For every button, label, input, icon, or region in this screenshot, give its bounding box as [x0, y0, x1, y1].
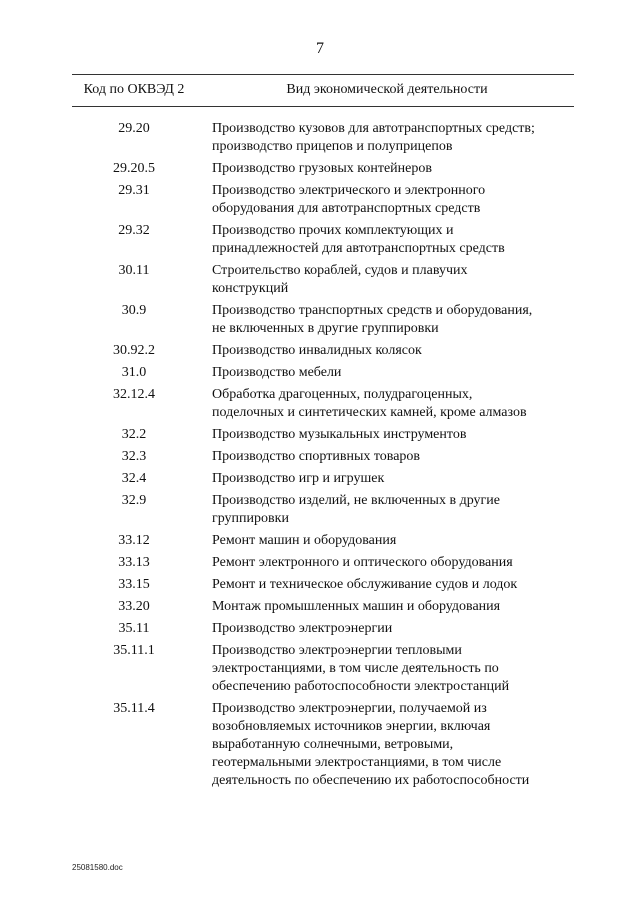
table-row [72, 594, 562, 616]
description-line: Ремонт машин и оборудования [212, 533, 397, 548]
description-line: Ремонт электронного и оптического оборудования [212, 555, 513, 570]
table-row [72, 338, 562, 360]
activity-description [196, 178, 562, 218]
activity-description [196, 360, 562, 382]
table-top-rule [72, 74, 574, 75]
activity-description [196, 382, 562, 422]
activity-description [196, 528, 562, 550]
description-line: Производство кузовов для автотранспортных средств; [212, 121, 535, 136]
activity-description [196, 638, 562, 696]
activity-table [72, 120, 562, 790]
description-line: выработанную солнечными, ветровыми, [212, 737, 454, 752]
description-line: Ремонт и техническое обслуживание судов и лодок [212, 577, 518, 592]
activity-code: 29.20 [118, 121, 150, 136]
description-line: Производство инвалидных колясок [212, 343, 422, 358]
table-row [72, 488, 562, 528]
description-line: Строительство кораблей, судов и плавучих [212, 263, 468, 278]
description-line: Производство электроэнергии тепловыми [212, 643, 462, 658]
activity-description [196, 422, 562, 444]
description-line: Производство мебели [212, 365, 342, 380]
table-row [72, 382, 562, 422]
column-header-code: Код по ОКВЭД 2 [83, 82, 185, 97]
activity-description [196, 466, 562, 488]
table-row [72, 156, 562, 178]
description-line: Производство музыкальных инструментов [212, 427, 467, 442]
table-row [72, 572, 562, 594]
description-line: оборудования для автотранспортных средств [212, 201, 481, 216]
table-row [72, 528, 562, 550]
activity-description [196, 616, 562, 638]
footer-filename: 25081580.doc [72, 863, 123, 872]
table-row [72, 696, 562, 790]
description-line: деятельность по обеспечению их работоспособности [212, 773, 530, 788]
activity-code: 29.31 [118, 183, 150, 198]
table-row [72, 444, 562, 466]
activity-description [196, 120, 562, 156]
description-line: конструкций [212, 281, 289, 296]
description-line: производство прицепов и полуприцепов [212, 139, 453, 154]
column-header-description: Вид экономической деятельности [286, 82, 488, 97]
page-number: 7 [316, 40, 324, 57]
activity-code: 33.15 [118, 577, 150, 592]
activity-code: 32.3 [121, 449, 147, 464]
activity-code: 32.2 [121, 427, 147, 442]
activity-description [196, 298, 562, 338]
table-row [72, 298, 562, 338]
description-line: геотермальными электростанциями, в том числе [212, 755, 502, 770]
activity-code: 32.12.4 [113, 387, 155, 402]
table-row [72, 466, 562, 488]
description-line: Производство электрического и электронного [212, 183, 486, 198]
description-line: группировки [212, 511, 289, 526]
activity-description [196, 550, 562, 572]
description-line: Производство игр и игрушек [212, 471, 385, 486]
activity-code: 35.11.1 [113, 643, 155, 658]
activity-description [196, 488, 562, 528]
description-line: Обработка драгоценных, полудрагоценных, [212, 387, 473, 402]
table-row [72, 120, 562, 156]
activity-code: 35.11 [118, 621, 150, 636]
activity-code: 30.92.2 [113, 343, 155, 358]
activity-code: 29.20.5 [113, 161, 155, 176]
table-row [72, 422, 562, 444]
table-row [72, 638, 562, 696]
description-line: Производство грузовых контейнеров [212, 161, 432, 176]
activity-code: 33.12 [118, 533, 150, 548]
activity-code: 33.13 [118, 555, 150, 570]
activity-code: 31.0 [121, 365, 147, 380]
activity-description [196, 572, 562, 594]
activity-code: 30.11 [118, 263, 150, 278]
activity-code: 32.9 [121, 493, 147, 508]
activity-code: 33.20 [118, 599, 150, 614]
description-line: Производство изделий, не включенных в другие [212, 493, 500, 508]
description-line: электростанциями, в том числе деятельность по [212, 661, 499, 676]
table-row [72, 550, 562, 572]
table-row [72, 178, 562, 218]
description-line: не включенных в другие группировки [212, 321, 439, 336]
activity-description [196, 258, 562, 298]
description-line: возобновляемых источников энергии, включая [212, 719, 491, 734]
description-line: принадлежностей для автотранспортных средств [212, 241, 505, 256]
description-line: Производство прочих комплектующих и [212, 223, 454, 238]
description-line: Производство электроэнергии [212, 621, 393, 636]
table-row [72, 360, 562, 382]
activity-description [196, 444, 562, 466]
activity-code: 29.32 [118, 223, 150, 238]
activity-code: 35.11.4 [113, 701, 155, 716]
activity-table-body [72, 120, 562, 790]
description-line: Производство транспортных средств и оборудования, [212, 303, 533, 318]
activity-code: 32.4 [121, 471, 147, 486]
description-line: обеспечению работоспособности электростанций [212, 679, 510, 694]
activity-description [196, 156, 562, 178]
table-row [72, 258, 562, 298]
table-row [72, 218, 562, 258]
description-line: Производство спортивных товаров [212, 449, 421, 464]
description-line: Производство электроэнергии, получаемой из [212, 701, 487, 716]
description-line: поделочных и синтетических камней, кроме алмазов [212, 405, 527, 420]
activity-description [196, 218, 562, 258]
table-header-rule [72, 106, 574, 107]
description-line: Монтаж промышленных машин и оборудования [212, 599, 501, 614]
activity-code: 30.9 [121, 303, 147, 318]
table-row [72, 616, 562, 638]
activity-description [196, 338, 562, 360]
activity-description [196, 594, 562, 616]
activity-description [196, 696, 562, 790]
